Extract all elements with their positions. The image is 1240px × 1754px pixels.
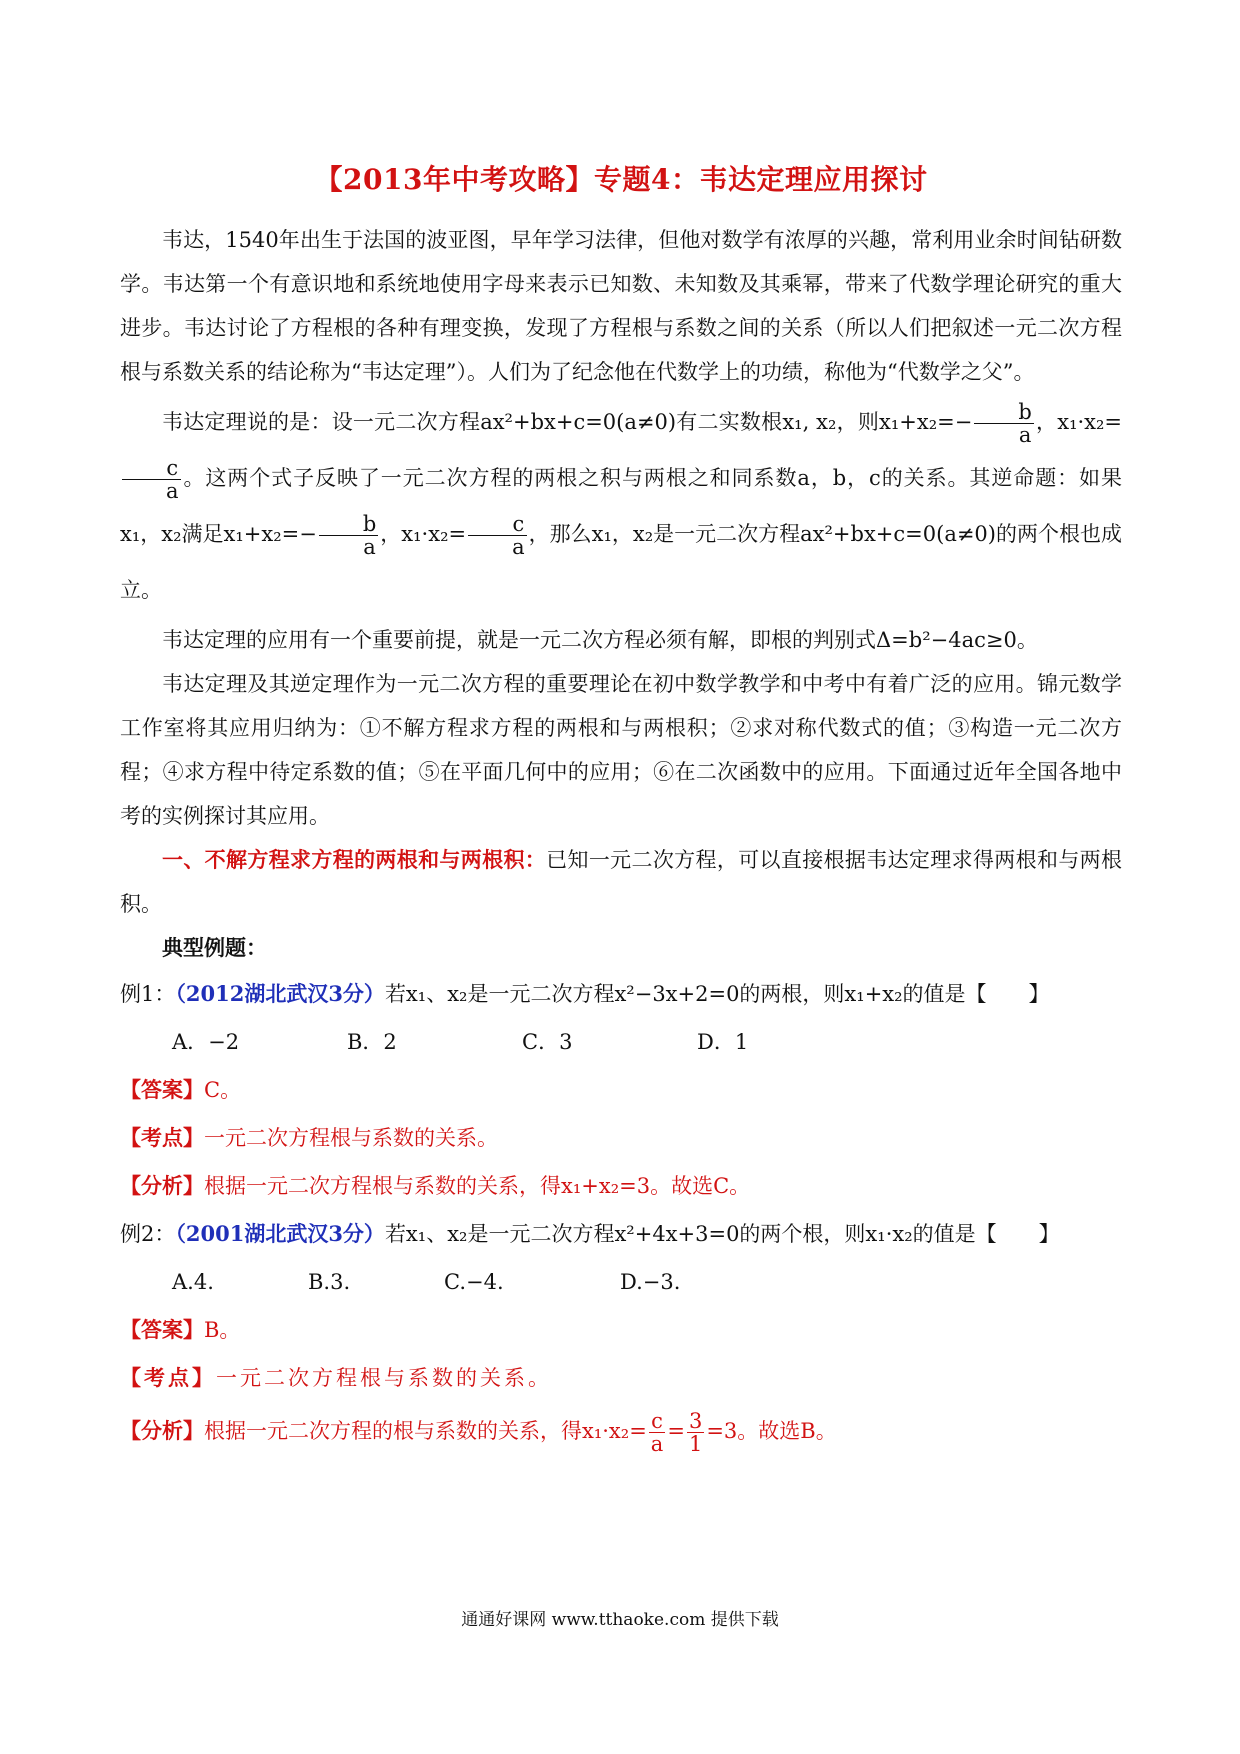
section-1-text: 已知一元二次方程，可以直接根据韦达定理求得两根和与两根积。 <box>120 848 1123 916</box>
option-a: A.4. <box>172 1270 214 1294</box>
example-1-source: （2012湖北武汉3分） <box>175 981 385 1006</box>
example-2-answer: 【答案】B。 <box>120 1317 241 1342</box>
section-1-heading: 一、不解方程求方程的两根和与两根积： <box>162 847 547 872</box>
intro-paragraph-4: 韦达定理及其逆定理作为一元二次方程的重要理论在初中数学教学和中考中有着广泛的应用。锦元数学工作室将其应用归纳为：①不解方程求方程的两根和与两根积；②求对称代数式的值；③构造一元二次方程；④求方程中待定系数的值；⑤在平面几何中的应用；⑥在二次函数中的应用。下面通过近年全国各地中考的实例探讨其应用。 <box>120 672 1122 828</box>
example-2-question: 例2：（2001湖北武汉3分）若x₁、x₂是一元二次方程x²+4x+3=0的两个根，则x₁·x₂的值是【 】 <box>120 1221 1060 1246</box>
intro-paragraph-1: 韦达，1540年出生于法国的波亚图，早年学习法律，但他对数学有浓厚的兴趣，常利用业余时间钻研数学。韦达第一个有意识地和系统地使用字母来表示已知数、未知数及其乘幂，带来了代数学理论研究的重大进步。韦达讨论了方程根的各种有理变换，发现了方程根与系数之间的关系（所以人们把叙述一元二次方程根与系数关系的结论称为“韦达定理”）。人们为了纪念他在代数学上的功绩，称他为“代数学之父”。 <box>120 228 1122 384</box>
example-2-analysis: 【分析】根据一元二次方程的根与系数的关系，得x₁·x₂= $\frac{c}{a}$ = $\frac{3}{1}$ =3。故选B。 <box>120 1409 837 1456</box>
option-d: D.−3. <box>620 1270 681 1294</box>
fraction-c-over-a-3: $\frac{c}{a}$ <box>650 1409 664 1456</box>
page-footer: 通通好课网 www.tthaoke.com 提供下载 <box>461 1610 779 1630</box>
option-b: B．2 <box>347 1030 397 1054</box>
option-b: B.3. <box>308 1270 351 1294</box>
option-c: C.−4. <box>444 1270 504 1294</box>
intro-paragraph-2: 韦达定理说的是：设一元二次方程ax²+bx+c=0(a≠0)有二实数根x₁, x₂，则x₁+x₂=− $\frac{b}{a}$ ，x₁·x₂= $\frac{c}{a}$ 。这两个式子反映了一元二次方程的两根之积与两根之和同系数a，b，c的关系。其逆命题：如果x₁，x₂满足x₁+x₂=− $\frac{b}{a}$ ，x₁·x₂= $\frac{c}{a}$ ，那么x₁，x₂是一元二次方程ax²+bx+c=0(a≠0)的两个根也成立。 <box>120 400 1123 602</box>
fraction-c-over-a-2: $\frac{c}{a}$ <box>468 513 527 558</box>
example-1-analysis: 【分析】根据一元二次方程根与系数的关系，得x₁+x₂=3。故选C。 <box>120 1173 751 1198</box>
section-1 <box>120 838 1122 926</box>
example-1-point: 【考点】一元二次方程根与系数的关系。 <box>120 1125 498 1150</box>
option-d: D．1 <box>697 1030 749 1054</box>
intro-paragraph-3: 韦达定理的应用有一个重要前提，就是一元二次方程必须有解，即根的判别式Δ=b²−4ac≥0。 <box>162 628 1038 652</box>
fraction-c-over-a: $\frac{c}{a}$ <box>122 457 181 502</box>
fraction-b-over-a: $\frac{b}{a}$ <box>974 401 1033 446</box>
page-title: 【2013年中考攻略】专题4：韦达定理应用探讨 <box>314 163 928 196</box>
fraction-3-over-1: $\frac{3}{1}$ <box>688 1409 703 1456</box>
option-c: C．3 <box>522 1030 573 1054</box>
example-1-question: 例1：（2012湖北武汉3分）若x₁、x₂是一元二次方程x²−3x+2=0的两根，则x₁+x₂的值是【 】 <box>120 981 1050 1006</box>
example-1-options <box>172 1018 1122 1066</box>
example-2-options <box>172 1258 1122 1306</box>
option-a: A．−2 <box>172 1030 240 1054</box>
example-2-point: 【考点】一元二次方程根与系数的关系。 <box>120 1365 552 1390</box>
example-1-answer: 【答案】C。 <box>120 1077 242 1102</box>
example-2-source: （2001湖北武汉3分） <box>175 1221 385 1246</box>
fraction-b-over-a-2: $\frac{b}{a}$ <box>319 513 378 558</box>
examples-label: 典型例题： <box>162 935 267 960</box>
